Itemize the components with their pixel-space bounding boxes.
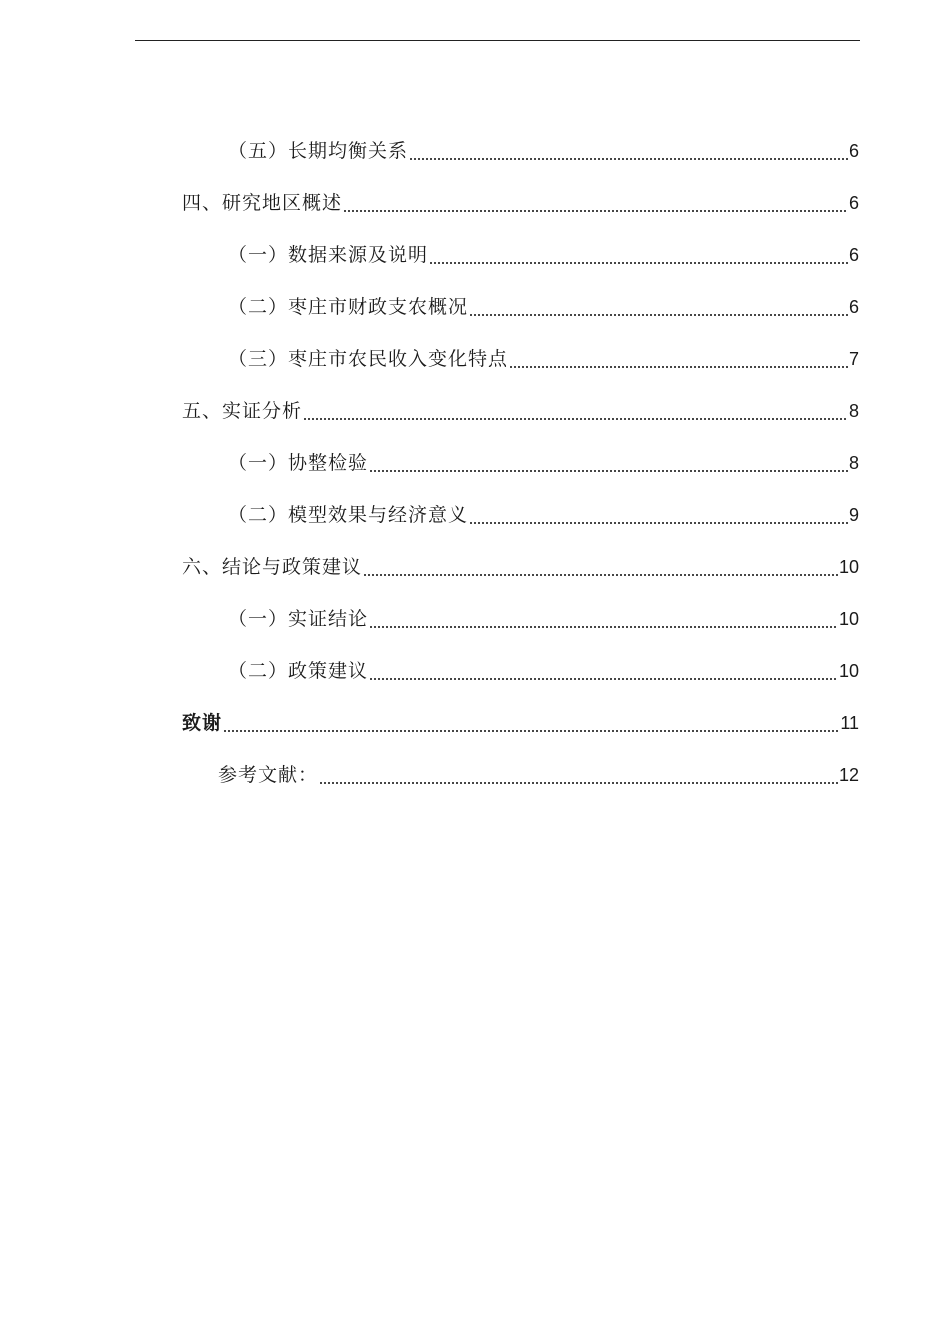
toc-dot-leader [469, 297, 848, 317]
toc-entry[interactable] [182, 397, 859, 425]
toc-entry[interactable] [182, 189, 859, 217]
toc-entry[interactable] [228, 657, 859, 685]
toc-entry-page: 6 [848, 141, 859, 161]
toc-entry[interactable] [228, 605, 859, 633]
toc-entry[interactable] [228, 241, 859, 269]
toc-entry-title: 参考文献： [218, 764, 319, 786]
toc-dot-leader [343, 193, 848, 213]
toc-entry-title: 致谢 [182, 712, 223, 734]
toc-dot-leader [509, 349, 848, 369]
toc-dot-leader [319, 765, 838, 785]
toc-entry-title: （一）数据来源及说明 [228, 244, 429, 266]
toc-dot-leader [369, 609, 838, 629]
toc-entry[interactable] [228, 449, 859, 477]
toc-entry-page: 11 [840, 713, 859, 733]
toc-entry-page: 6 [848, 297, 859, 317]
toc-dot-leader [469, 505, 848, 525]
toc-entry[interactable] [228, 345, 859, 373]
toc-entry-page: 6 [848, 245, 859, 265]
toc-entry[interactable] [218, 761, 859, 789]
toc-entry-page: 6 [848, 193, 859, 213]
toc-dot-leader [429, 245, 848, 265]
toc-entry-page: 8 [848, 401, 859, 421]
toc-entry[interactable] [182, 553, 859, 581]
toc-entry-title: 四、研究地区概述 [182, 192, 343, 214]
toc-dot-leader [369, 453, 848, 473]
toc-entry-page: 8 [848, 453, 859, 473]
toc-entry-title: （五）长期均衡关系 [228, 140, 409, 162]
toc-dot-leader [363, 557, 838, 577]
toc-entry-page: 10 [838, 557, 859, 577]
toc-entry-title: （二）政策建议 [228, 660, 369, 682]
toc-entry-title: （一）实证结论 [228, 608, 369, 630]
toc-entry[interactable] [228, 137, 859, 165]
toc-dot-leader [369, 661, 838, 681]
toc-entry-title: （三）枣庄市农民收入变化特点 [228, 348, 509, 370]
toc-entry[interactable] [228, 293, 859, 321]
toc-entry-title: （二）枣庄市财政支农概况 [228, 296, 469, 318]
toc-dot-leader [409, 141, 848, 161]
toc-entry-title: 五、实证分析 [182, 400, 303, 422]
toc-entry[interactable] [228, 501, 859, 529]
toc-dot-leader [223, 713, 839, 733]
toc-entry-page: 10 [838, 609, 859, 629]
toc-entry-page: 7 [848, 349, 859, 369]
toc-entry[interactable] [182, 709, 859, 737]
toc-entry-title: （二）模型效果与经济意义 [228, 504, 469, 526]
toc-entry-title: （一）协整检验 [228, 452, 369, 474]
toc-entry-title: 六、结论与政策建议 [182, 556, 363, 578]
toc-entry-page: 12 [838, 765, 859, 785]
toc-entry-page: 9 [848, 505, 859, 525]
toc-entry-page: 10 [838, 661, 859, 681]
toc-dot-leader [303, 401, 848, 421]
